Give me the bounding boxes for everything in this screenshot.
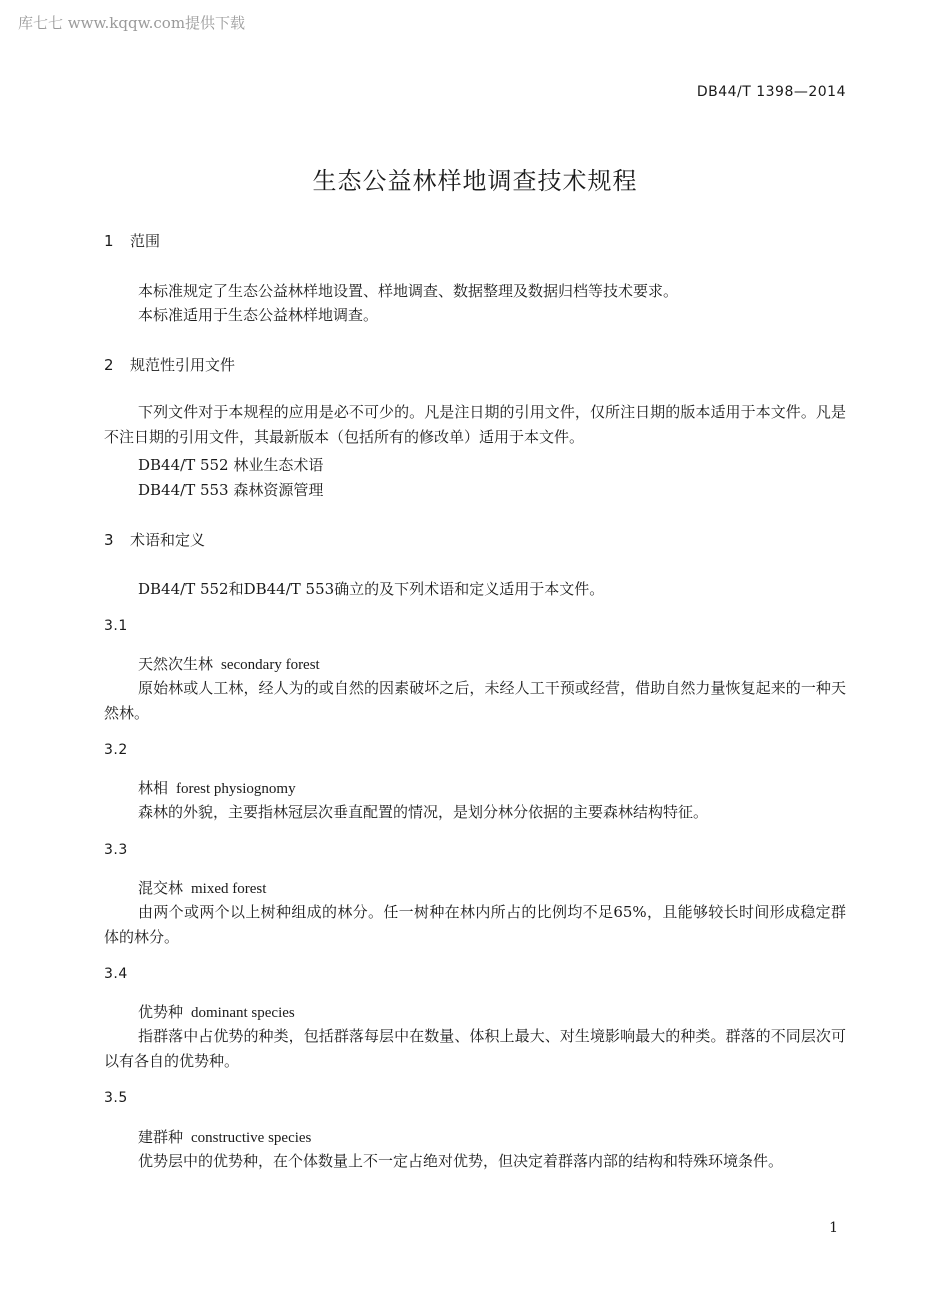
term-number: 3.2 [104, 742, 128, 758]
term-definition: 由两个或两个以上树种组成的林分。任一树种在林内所占的比例均不足65%，且能够较长时间形成稳定群体的林分。 [104, 903, 846, 946]
section-number: 2 [104, 356, 114, 374]
term-chinese: 混交林 [138, 879, 184, 897]
term-heading [138, 777, 296, 798]
section-title: 范围 [130, 232, 161, 250]
paragraph: 下列文件对于本规程的应用是必不可少的。凡是注日期的引用文件，仅所注日期的版本适用于本文件。凡是不注日期的引用文件，其最新版本（包括所有的修改单）适用于本文件。 [104, 403, 846, 446]
paragraph: 本标准规定了生态公益林样地设置、样地调查、数据整理及数据归档等技术要求。 [138, 282, 679, 300]
term-definition: 指群落中占优势的种类，包括群落每层中在数量、体积上最大、对生境影响最大的种类。群落的不同层次可以有各自的优势种。 [104, 1027, 846, 1070]
term-heading [138, 1126, 311, 1147]
term-definition: 优势层中的优势种，在个体数量上不一定占绝对优势，但决定着群落内部的结构和特殊环境条件。 [138, 1152, 784, 1170]
paragraph: DB44/T 552和DB44/T 553确立的及下列术语和定义适用于本文件。 [138, 580, 605, 598]
reference-item: DB44/T 553 森林资源管理 [138, 481, 324, 499]
section-heading-normative-references [104, 354, 235, 375]
term-number: 3.4 [104, 966, 128, 982]
term-english: forest physiognomy [176, 781, 296, 797]
section-heading-scope [104, 230, 160, 251]
term-english: mixed forest [191, 881, 267, 897]
term-chinese: 优势种 [138, 1003, 184, 1021]
term-english: secondary forest [221, 657, 320, 673]
term-chinese: 林相 [138, 779, 169, 797]
term-number: 3.1 [104, 618, 128, 634]
section-title: 规范性引用文件 [130, 356, 236, 374]
term-chinese: 天然次生林 [138, 655, 214, 673]
term-definition: 原始林或人工林，经人为的或自然的因素破坏之后，未经人工干预或经营，借助自然力量恢复起来的一种天然林。 [104, 679, 846, 722]
term-number: 3.5 [104, 1090, 128, 1106]
section-number: 1 [104, 232, 114, 250]
paragraph: 本标准适用于生态公益林样地调查。 [138, 306, 379, 324]
term-heading [138, 653, 320, 674]
term-english: constructive species [191, 1130, 312, 1146]
section-title: 术语和定义 [130, 531, 206, 549]
watermark-text: 库七七 www.kqqw.com提供下载 [18, 14, 246, 32]
term-number: 3.3 [104, 842, 128, 858]
page-number: 1 [829, 1220, 838, 1236]
term-english: dominant species [191, 1005, 295, 1021]
document-number: DB44/T 1398—2014 [696, 84, 846, 100]
term-heading [138, 877, 266, 898]
term-definition: 森林的外貌，主要指林冠层次垂直配置的情况，是划分林分依据的主要森林结构特征。 [138, 803, 709, 821]
section-heading-terms [104, 529, 205, 550]
term-chinese: 建群种 [138, 1128, 184, 1146]
section-number: 3 [104, 531, 114, 549]
page-title: 生态公益林样地调查技术规程 [312, 167, 638, 195]
term-heading [138, 1001, 295, 1022]
reference-item: DB44/T 552 林业生态术语 [138, 456, 324, 474]
